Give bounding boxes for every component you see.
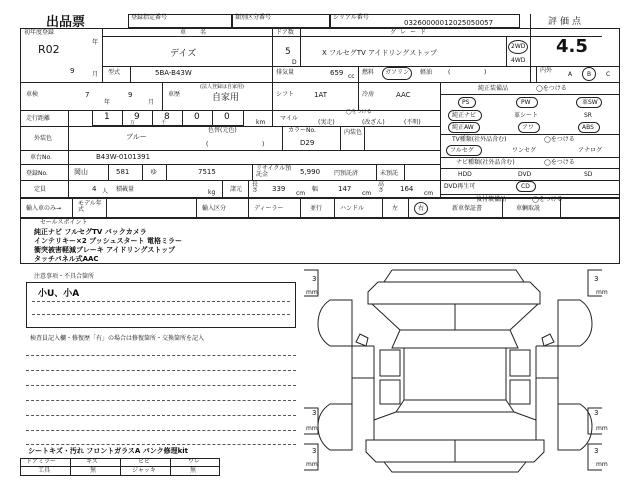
mileage-digit-2: 9: [134, 112, 140, 122]
mile-label: マイル: [280, 115, 298, 122]
dvd-playback-label: DVD再生可: [444, 183, 476, 190]
door-count-value: 5: [285, 47, 291, 57]
equip-airbag: アワ: [522, 124, 535, 131]
equip-ps: PS: [462, 99, 470, 106]
width-value: 147: [338, 185, 352, 193]
category-number-label: 類別区分番号: [235, 14, 272, 21]
evaluation-label: 評価点: [548, 17, 585, 27]
legend-value-2: 無: [90, 467, 97, 474]
inspection-year-unit: 年: [104, 99, 111, 106]
legend-header-1: ドアミラー: [26, 458, 56, 465]
vehicle-manual: 車輌取説: [516, 205, 541, 212]
dimensions-label: 諸元: [230, 186, 243, 193]
corner-value-bottom-right: 3: [594, 447, 599, 455]
bottom-remark: シートキズ・汚れ フロントガラスA パンク修理kit: [28, 447, 188, 455]
month-unit: 月: [92, 71, 99, 78]
shift-value: 1AT: [314, 91, 327, 99]
length-value: 339: [272, 185, 286, 193]
displacement-label: 排気量: [276, 69, 295, 76]
equip-pw: PW: [521, 99, 531, 106]
legend-header-2: キズ: [86, 458, 98, 465]
displacement-value: 659: [330, 69, 344, 77]
interior-color-label: 内装色: [344, 129, 363, 136]
dealer-label: ディーラー: [254, 205, 284, 212]
standard-equipment-note: ◯をつける: [536, 85, 567, 92]
registration-area: 岡山: [74, 168, 88, 176]
recycle-none: 未預託: [380, 170, 399, 177]
width-unit: cm: [362, 190, 372, 197]
handle-left: 左: [392, 205, 399, 212]
tv-type-note: ◯をつける: [544, 136, 575, 143]
capacity-label: 定員: [34, 186, 47, 193]
page-title: 出品票: [46, 15, 86, 30]
sales-points-label: セールスポイント: [40, 219, 88, 226]
color-change-close: ): [262, 141, 265, 148]
displacement-unit: cc: [348, 73, 355, 80]
evaluation-score: 4.5: [556, 36, 588, 57]
drive-4wd: 4WD: [511, 57, 526, 64]
registration-number-label: 登録No.: [26, 170, 48, 177]
equip-aw: 純正AW: [452, 124, 474, 131]
corner-value-mid-left: 3: [312, 409, 317, 417]
mile-note: ◯をつける: [346, 109, 372, 115]
exterior-color-value: ブルー: [126, 133, 147, 141]
legend-header-3: ヒビ: [138, 458, 151, 465]
length-label: 長さ: [252, 181, 259, 194]
navi-type-label: ナビ種類(社外品含む): [456, 159, 515, 166]
import-kind-label: 輸入区分: [202, 205, 227, 212]
load-label: 積載量: [116, 186, 135, 193]
navi-sd: SD: [584, 171, 593, 178]
height-label: 高さ: [378, 181, 385, 194]
tv-oneseg: ワンセグ: [512, 147, 537, 154]
mileage-man-unit: 万: [130, 120, 136, 126]
equip-leather-seat: 革シート: [514, 112, 539, 119]
height-unit: cm: [424, 190, 434, 197]
corner-unit-top-left: mm: [306, 289, 318, 296]
color-change-label: 色替(元色): [208, 127, 237, 134]
corner-unit-bottom-right: mm: [596, 461, 608, 468]
capacity-unit: 人: [102, 188, 109, 195]
serial-number-value: 03260000012025050057: [404, 19, 494, 27]
legend-value-3: ジャッキ: [132, 467, 156, 474]
handle-right: 右: [418, 205, 425, 212]
standard-equipment-label: 純正装備品: [478, 85, 509, 92]
shift-label: シフト: [276, 91, 295, 98]
length-unit: cm: [296, 190, 306, 197]
legend-header-4: ワレ: [188, 458, 201, 465]
aftermarket-note: ◯をつける: [532, 196, 563, 203]
first-registration-year: R02: [38, 43, 60, 56]
mileage-unknown: (不明): [404, 119, 421, 126]
tv-analog: アナログ: [578, 147, 603, 154]
capacity-value: 4: [92, 185, 97, 193]
color-number-label: カラーNo.: [288, 127, 316, 134]
navi-type-note: ◯をつける: [544, 159, 575, 166]
model-code-value: 5BA-B43W: [155, 69, 192, 77]
import-only-label: 輸入車のみ→: [26, 205, 62, 212]
model-code-label: 型式: [108, 69, 121, 76]
corner-value-top-left: 3: [312, 275, 317, 283]
corner-unit-top-right: mm: [596, 289, 608, 296]
mileage-digit-4: 0: [194, 112, 200, 122]
chassis-label: 車台No.: [30, 154, 52, 161]
year-unit: 年: [92, 39, 99, 46]
legend-value-4: 無: [190, 467, 197, 474]
interior-grade-a: A: [568, 71, 573, 78]
fuel-other-bracket: (: [448, 69, 451, 76]
model-year-label: モデル年式: [78, 200, 102, 213]
reg-number-label: 登録指定番号: [131, 14, 168, 21]
registration-class: 581: [116, 168, 130, 176]
recycle-label: リサイクル預託金: [256, 165, 292, 178]
door-count-label: ドア数: [276, 29, 294, 36]
inspection-month: 9: [128, 91, 133, 99]
usage-label: 車歴: [168, 91, 181, 98]
chassis-value: B43W-0101391: [96, 153, 151, 161]
first-registration-label: 初年度登録: [24, 29, 55, 36]
tv-fullseg: フルセグ: [450, 147, 474, 154]
recycle-value: 5,990: [300, 168, 321, 176]
color-number-value: D29: [300, 139, 315, 147]
sales-point-line-4: タッチパネル式AAC: [34, 255, 99, 263]
equip-abs: ABS: [582, 124, 594, 131]
inspection-year: 7: [85, 91, 90, 99]
first-registration-month: 9: [70, 67, 75, 75]
equip-leather-sw: 革SW: [582, 99, 598, 106]
mileage-digit-5: 0: [224, 112, 230, 122]
inspector-label: 検査員記入欄・修復歴「有」の場合は修復箇所・交換箇所を記入: [30, 335, 205, 342]
load-unit: kg: [208, 189, 216, 196]
equip-sr: SR: [584, 112, 592, 119]
registration-number: 7515: [198, 168, 216, 176]
mileage-sen-unit: 千: [161, 120, 167, 126]
recycle-unit: 円預託済: [334, 170, 359, 177]
notes-label: 注意事項・不具合箇所: [34, 273, 95, 280]
mileage-label: 走行距離: [26, 115, 51, 122]
equip-navi: 純正ナビ: [452, 112, 477, 119]
width-label: 幅: [312, 186, 319, 193]
corner-value-bottom-left: 3: [312, 447, 317, 455]
inspection-month-unit: 月: [148, 99, 155, 106]
interior-grade-c: C: [606, 71, 611, 78]
serial-number-label: シリアル番号: [333, 14, 369, 21]
mileage-tampered: (改ざん): [362, 119, 385, 126]
legend-value-1: 工具: [38, 467, 51, 474]
car-name-value: デイズ: [170, 49, 197, 59]
cooling-value: AAC: [396, 91, 411, 99]
navi-dvd: DVD: [518, 171, 532, 178]
interior-exterior-label: 内外: [540, 67, 553, 74]
mileage-digit-1: 1: [104, 112, 110, 122]
dvd-cd: CD: [521, 183, 530, 190]
sales-point-line-1: 純正ナビ フルセグTV バックカメラ: [34, 228, 147, 236]
sales-point-line-3: 衝突被害軽減ブレーキ アイドリングストップ: [34, 246, 176, 254]
corner-value-top-right: 3: [594, 275, 599, 283]
notes-value: 小U、小A: [38, 289, 80, 299]
height-value: 164: [400, 185, 414, 193]
interior-grade-b: B: [587, 71, 592, 78]
inspection-label: 車検: [26, 91, 39, 98]
aftermarket-label: 後付装備品: [476, 196, 507, 203]
usage-note: (法人登録は自家用): [200, 84, 244, 90]
mileage-digit-3: 8: [164, 112, 170, 122]
cooling-label: 冷房: [362, 91, 375, 98]
sales-point-line-2: インテリキー×2 プッシュスタート 電格ミラー: [34, 237, 182, 245]
fuel-gasoline: ガソリン: [385, 69, 410, 76]
drive-2wd: 2WD: [511, 43, 526, 50]
mileage-km-unit: km: [256, 119, 266, 126]
parallel-label: 並行: [310, 205, 323, 212]
grade-label: グレード: [390, 29, 431, 36]
fuel-other-bracket-close: ): [484, 69, 487, 76]
car-name-label: 車名: [180, 29, 221, 36]
registration-kana: ゆ: [150, 168, 157, 176]
color-change-open: (: [206, 141, 209, 148]
handle-label: ハンドル: [340, 205, 365, 212]
tv-type-label: TV種類(社外品含む): [452, 136, 507, 143]
grade-value: X フルセグTV アイドリングストップ: [322, 49, 437, 57]
fuel-label: 燃料: [362, 69, 375, 76]
navi-hdd: HDD: [458, 171, 472, 178]
corner-unit-mid-left: mm: [306, 425, 318, 432]
exterior-color-label: 外装色: [34, 135, 53, 142]
corner-unit-mid-right: mm: [596, 425, 608, 432]
corner-unit-bottom-left: mm: [306, 461, 318, 468]
mileage-actual: (実走): [318, 119, 335, 126]
door-unit: D: [292, 59, 297, 66]
new-car-warranty: 新車保証書: [452, 205, 483, 212]
fuel-diesel: 軽油: [420, 69, 433, 76]
usage-value: 自家用: [212, 93, 240, 103]
corner-value-mid-right: 3: [594, 409, 599, 417]
